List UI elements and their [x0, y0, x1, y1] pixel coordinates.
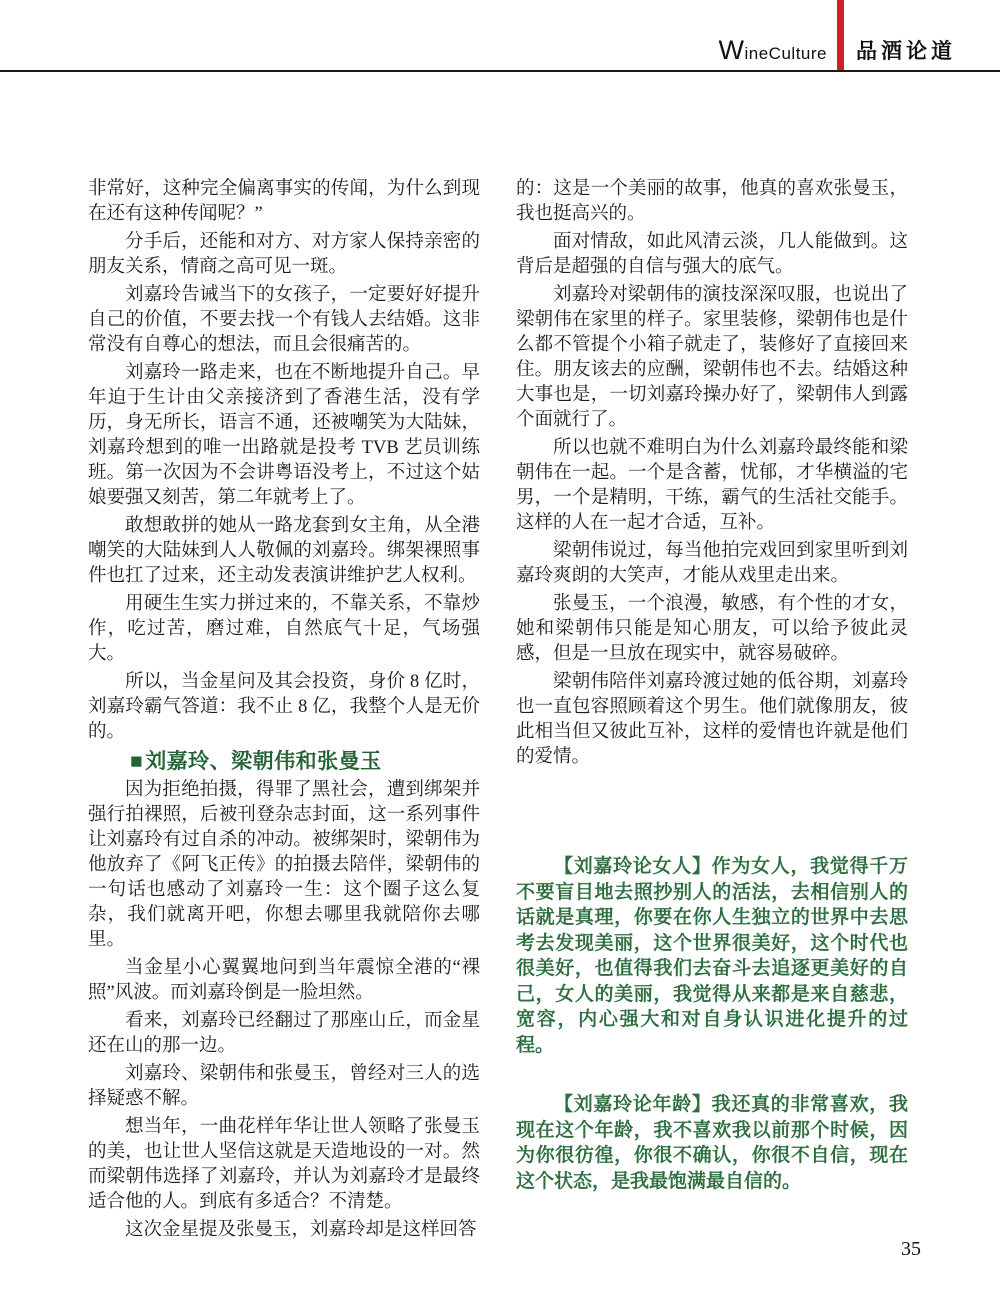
right-column [516, 177, 908, 1197]
body-paragraph: 刘嘉玲、梁朝伟和张曼玉，曾经对三人的选择疑惑不解。 [88, 1064, 480, 1109]
body-paragraph: 想当年，一曲花样年华让世人领略了张曼玉的美，也让世人坚信这就是天造地设的一对。然而梁朝伟选择了刘嘉玲，并认为刘嘉玲才是最终适合他的人。到底有多适合？不清楚。 [88, 1117, 480, 1212]
brand-wordmark [0, 34, 827, 70]
section-title: 品酒论道 [856, 40, 956, 63]
quote-text: 我还真的非常喜欢，我现在这个年龄，我不喜欢我以前那个时候，因为你很彷徨，你很不确认，你很不自信，现在这个状态，是我最饱满最自信的。 [516, 1094, 908, 1192]
body-paragraph: 非常好，这种完全偏离事实的传闻，为什么到现在还有这种传闻呢？” [88, 179, 480, 224]
body-paragraph: 刘嘉玲告诫当下的女孩子，一定要好好提升自己的价值，不要去找一个有钱人去结婚。这非常没有自尊心的想法，而且会很痛苦的。 [88, 285, 480, 355]
page-number: 35 [901, 1238, 921, 1260]
body-paragraph: 敢想敢拼的她从一路龙套到女主角，从全港嘲笑的大陆妹到人人敬佩的刘嘉玲。绑架裸照事件也扛了过来，还主动发表演讲维护艺人权利。 [88, 516, 480, 586]
body-paragraph: 分手后，还能和对方、对方家人保持亲密的朋友关系，情商之高可见一斑。 [88, 232, 480, 277]
quote-on-age [516, 1092, 908, 1194]
section-heading [88, 748, 480, 775]
brand-rest: ineCulture [744, 44, 827, 63]
brand-initial: W [718, 35, 745, 65]
quote-tag: 【刘嘉玲论年龄】 [554, 1094, 712, 1115]
quote-on-women [516, 854, 908, 1058]
body-paragraph: 看来，刘嘉玲已经翻过了那座山丘，而金星还在山的那一边。 [88, 1011, 480, 1056]
body-paragraph: 刘嘉玲一路走来，也在不断地提升自己。早年迫于生计由父亲接济到了香港生活，没有学历，身无所长，语言不通，还被嘲笑为大陆妹，刘嘉玲想到的唯一出路就是投考 TVB 艺员训练班。第一次因为不会讲粤语没考上，不过这个姑娘要强又刻苦，第二年就考上了。 [88, 363, 480, 508]
quote-text: 作为女人，我觉得千万不要盲目地去照抄别人的活法，去相信别人的话就是真理，你要在你人生独立的世界中去思考去发现美丽，这个世界很美好，这个时代也很美好，也值得我们去奋斗去追逐更美好的自己，女人的美丽，我觉得从来都是来自慈悲，宽容，内心强大和对自身认识进化提升的过程。 [516, 856, 908, 1056]
section-heading-text: 刘嘉玲、梁朝伟和张曼玉 [145, 750, 382, 773]
body-paragraph: 所以，当金星问及其会投资，身价 8 亿时，刘嘉玲霸气答道：我不止 8 亿，我整个人是无价的。 [88, 672, 480, 742]
body-paragraph: 刘嘉玲对梁朝伟的演技深深叹服，也说出了梁朝伟在家里的样子。家里装修，梁朝伟也是什么都不管提个小箱子就走了，装修好了直接回来住。朋友该去的应酬，梁朝伟也不去。结婚这种大事也是，一切刘嘉玲操办好了，梁朝伟人到露个面就行了。 [516, 285, 908, 430]
body-paragraph: 梁朝伟陪伴刘嘉玲渡过她的低谷期，刘嘉玲也一直包容照顾着这个男生。他们就像朋友，彼此相当但又彼此互补，这样的爱情也许就是他们的爱情。 [516, 672, 908, 767]
body-paragraph: 面对情敌，如此风清云淡，几人能做到。这背后是超强的自信与强大的底气。 [516, 232, 908, 277]
body-paragraph: 当金星小心翼翼地问到当年震惊全港的“裸照”风波。而刘嘉玲倒是一脸坦然。 [88, 958, 480, 1003]
left-column [88, 177, 480, 1246]
body-paragraph: 梁朝伟说过，每当他拍完戏回到家里听到刘嘉玲爽朗的大笑声，才能从戏里走出来。 [516, 541, 908, 586]
body-paragraph: 用硬生生实力拼过来的，不靠关系，不靠炒作，吃过苦，磨过难，自然底气十足，气场强大。 [88, 594, 480, 664]
body-paragraph: 这次金星提及张曼玉，刘嘉玲却是这样回答 [125, 1220, 477, 1240]
quote-tag: 【刘嘉玲论女人】 [554, 856, 712, 877]
body-paragraph: 张曼玉，一个浪漫，敏感，有个性的才女，她和梁朝伟只能是知心朋友，可以给予彼此灵感，但是一旦放在现实中，就容易破碎。 [516, 594, 908, 664]
body-paragraph: 所以也就不难明白为什么刘嘉玲最终能和梁朝伟在一起。一个是含蓄，忧郁，才华横溢的宅男，一个是精明，干练，霸气的生活社交能手。这样的人在一起才合适，互补。 [516, 438, 908, 533]
header-red-divider [837, 0, 844, 70]
body-paragraph: 因为拒绝拍摄，得罪了黑社会，遭到绑架并强行拍裸照，后被刊登杂志封面，这一系列事件让刘嘉玲有过自杀的冲动。被绑架时，梁朝伟为他放弃了《阿飞正传》的拍摄去陪伴，梁朝伟的一句话也感动了刘嘉玲一生：这个圈子这么复杂，我们就离开吧，你想去哪里我就陪你去哪里。 [88, 780, 480, 950]
header-rule [0, 70, 1000, 72]
body-paragraph: 的：这是一个美丽的故事，他真的喜欢张曼玉，我也挺高兴的。 [516, 179, 908, 224]
square-bullet-icon: ■ [130, 750, 144, 773]
